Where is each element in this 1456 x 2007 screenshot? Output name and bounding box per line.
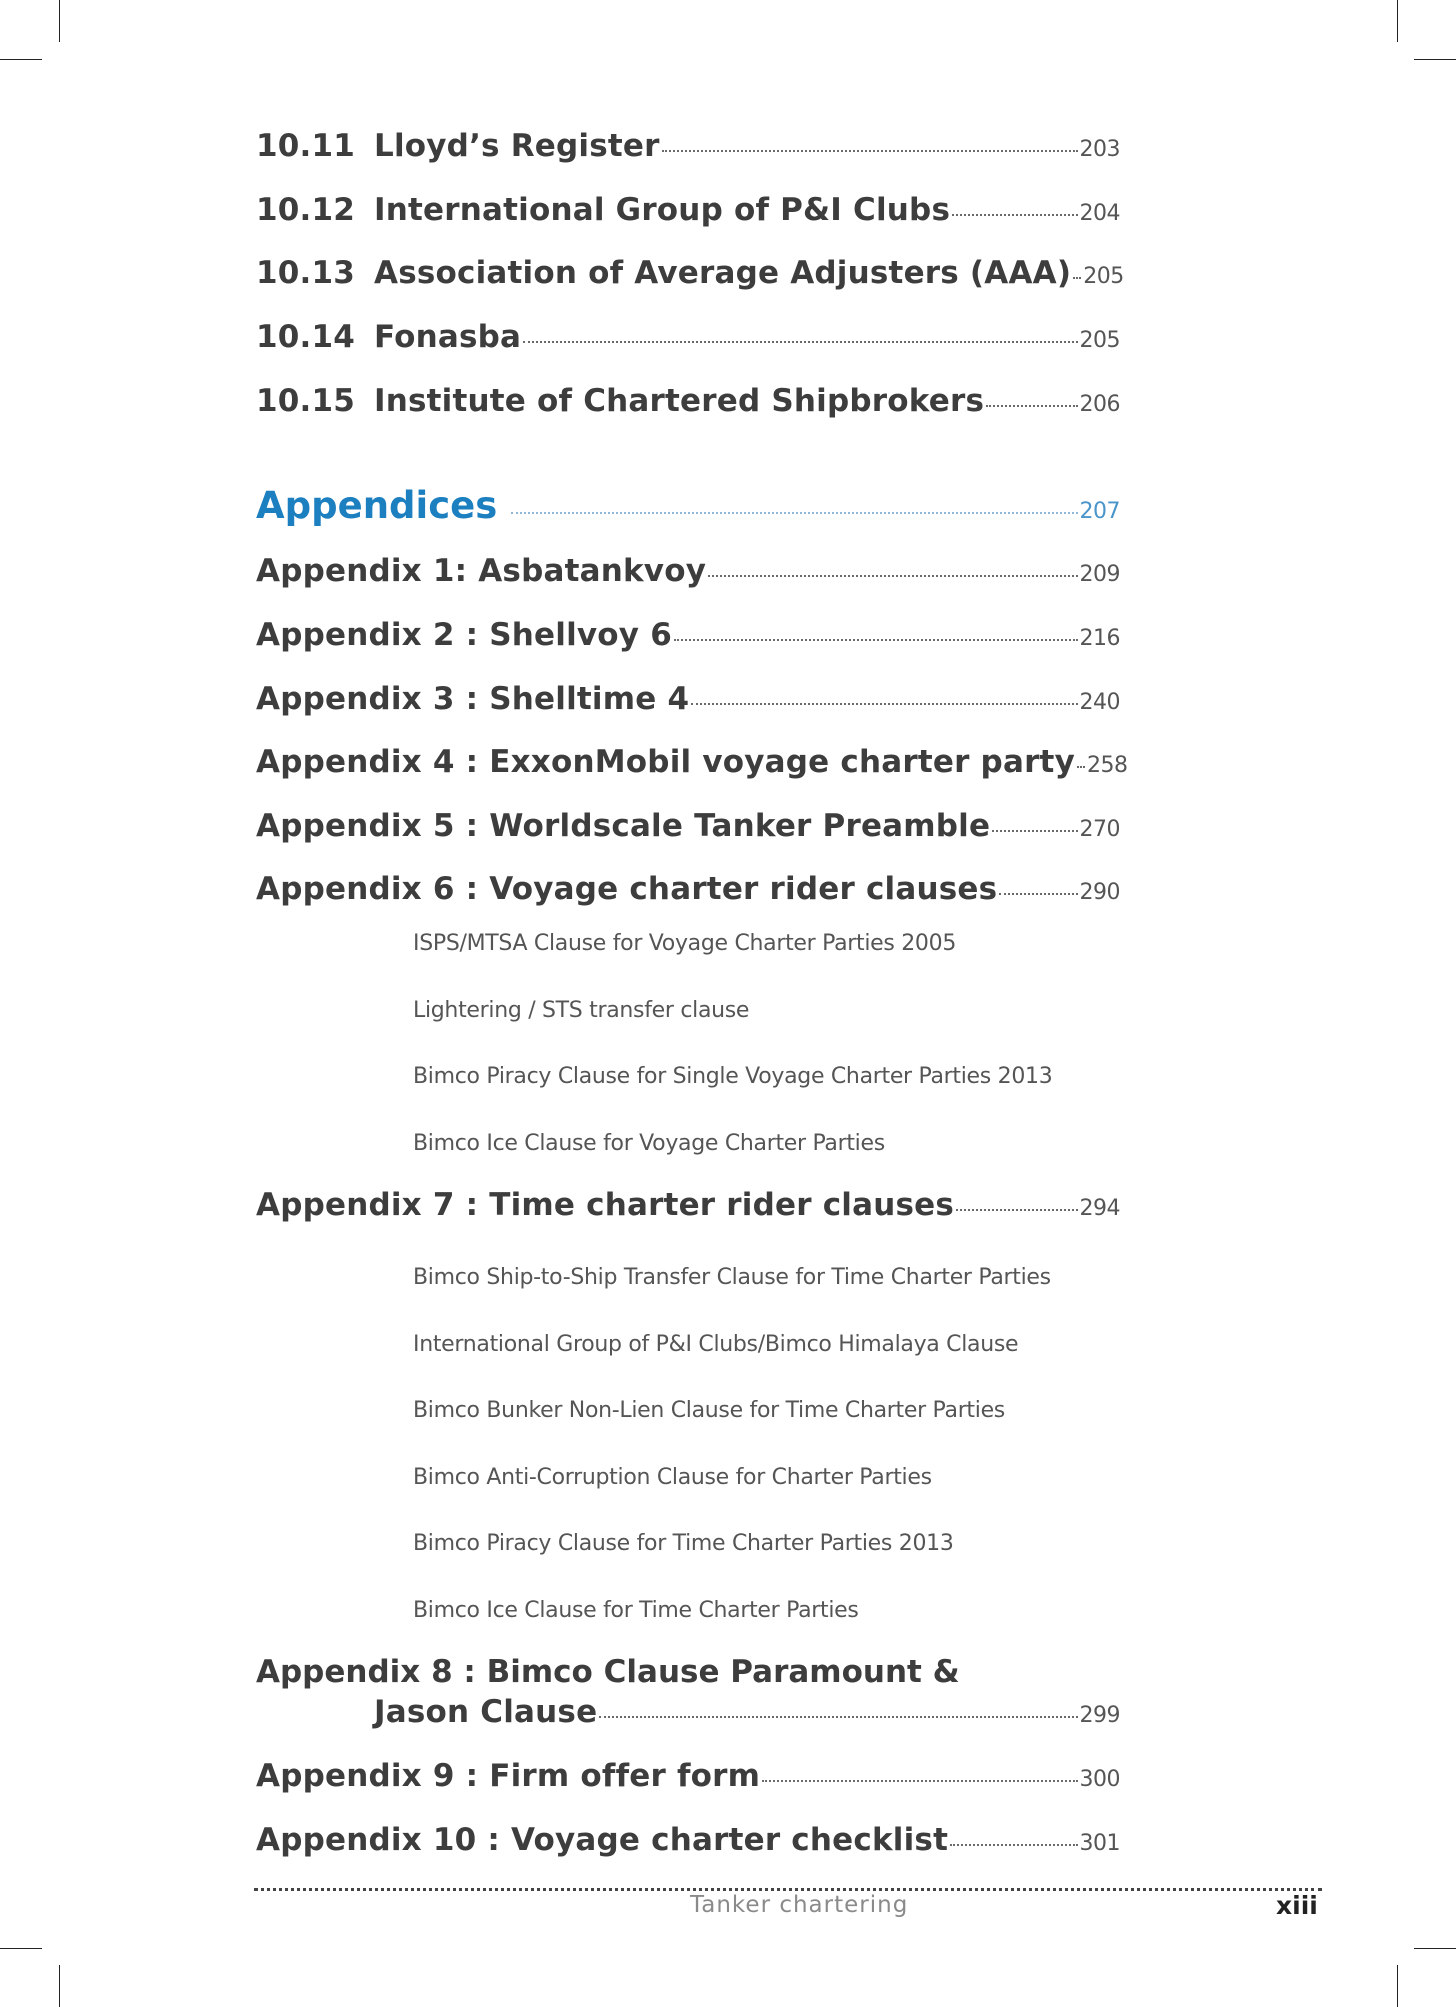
- toc-entry[interactable]: [256, 128, 1120, 164]
- entry-number: 10.11: [256, 128, 356, 164]
- footer-book-title: Tanker chartering: [690, 1892, 909, 1918]
- appendices-heading[interactable]: [256, 484, 1120, 527]
- crop-mark: [0, 1948, 42, 1949]
- appendix-page: 300: [1079, 1767, 1120, 1792]
- appendix-title: Appendix 7 : Time charter rider clauses: [256, 1187, 955, 1223]
- appendix-entry[interactable]: [256, 1822, 1120, 1858]
- sub-clause: Bimco Bunker Non-Lien Clause for Time Charter Parties: [413, 1398, 1005, 1423]
- sub-clause: ISPS/MTSA Clause for Voyage Charter Parties 2005: [413, 931, 957, 956]
- entry-title: International Group of P&I Clubs: [374, 192, 951, 228]
- dot-leader: [950, 1844, 1077, 1846]
- crop-mark: [1397, 0, 1398, 42]
- toc-entry[interactable]: [256, 192, 1120, 228]
- entry-page: 203: [1079, 137, 1120, 162]
- entry-title: Lloyd’s Register: [374, 128, 660, 164]
- toc-entry[interactable]: [256, 383, 1120, 419]
- appendix-entry[interactable]: [256, 553, 1120, 589]
- toc-entry[interactable]: [256, 255, 1124, 291]
- dot-leader: [662, 150, 1078, 152]
- sub-clause: Bimco Piracy Clause for Single Voyage Charter Parties 2013: [413, 1064, 1053, 1089]
- dot-leader: [956, 1209, 1077, 1211]
- dot-leader: [952, 214, 1077, 216]
- footer-rule: [254, 1888, 1322, 1891]
- entry-number: 10.12: [256, 192, 356, 228]
- appendix-title: Appendix 1: Asbatankvoy: [256, 553, 707, 589]
- dot-leader: [999, 893, 1077, 895]
- appendix-entry[interactable]: [256, 871, 1120, 907]
- appendix-page: 301: [1079, 1831, 1120, 1856]
- appendix-title: Appendix 6 : Voyage charter rider clauses: [256, 871, 998, 907]
- dot-leader: [599, 1716, 1077, 1718]
- entry-page: 206: [1079, 392, 1120, 417]
- appendix-page: 270: [1079, 817, 1120, 842]
- appendix-page: 294: [1079, 1196, 1120, 1221]
- dot-leader: [986, 405, 1077, 407]
- entry-title: Institute of Chartered Shipbrokers: [374, 383, 985, 419]
- section-title: Appendices: [256, 484, 498, 527]
- entry-page: 205: [1079, 328, 1120, 353]
- sub-clause: Bimco Piracy Clause for Time Charter Parties 2013: [413, 1531, 954, 1556]
- crop-mark: [0, 59, 42, 60]
- entry-number: 10.14: [256, 319, 356, 355]
- footer-page-number: xiii: [1276, 1891, 1318, 1920]
- dot-leader: [674, 639, 1078, 641]
- appendix-page: 258: [1086, 753, 1128, 778]
- appendix-page: 216: [1079, 626, 1120, 651]
- appendix-title-line2: Jason Clause: [374, 1694, 598, 1730]
- entry-number: 10.13: [256, 255, 356, 291]
- crop-mark: [59, 0, 60, 42]
- appendix-entry[interactable]: [256, 1694, 1120, 1730]
- appendix-title: Appendix 4 : ExxonMobil voyage charter party: [256, 744, 1075, 780]
- appendix-title: Appendix 3 : Shelltime 4: [256, 681, 690, 717]
- entry-title: Fonasba: [374, 319, 522, 355]
- appendix-entry[interactable]: [256, 1758, 1120, 1794]
- appendix-title: Appendix 9 : Firm offer form: [256, 1758, 761, 1794]
- appendix-title: Appendix 2 : Shellvoy 6: [256, 617, 672, 653]
- entry-page: 204: [1079, 201, 1120, 226]
- dot-leader: [992, 830, 1077, 832]
- appendix-page: 209: [1079, 562, 1120, 587]
- dot-leader: [762, 1780, 1077, 1782]
- appendix-entry[interactable]: [256, 681, 1120, 717]
- sub-clause: Bimco Ship-to-Ship Transfer Clause for Time Charter Parties: [413, 1265, 1051, 1290]
- entry-page: 205: [1083, 264, 1124, 289]
- appendix-title-line1[interactable]: Appendix 8 : Bimco Clause Paramount &: [256, 1654, 960, 1690]
- appendix-entry[interactable]: [256, 808, 1120, 844]
- dot-leader: [1077, 766, 1085, 768]
- toc-entry[interactable]: [256, 319, 1120, 355]
- sub-clause: Bimco Ice Clause for Voyage Charter Parties: [413, 1131, 885, 1156]
- appendix-page: 290: [1079, 880, 1120, 905]
- appendix-entry[interactable]: [256, 744, 1128, 780]
- crop-mark: [1397, 1965, 1398, 2007]
- dot-leader: [1073, 277, 1081, 279]
- crop-mark: [59, 1965, 60, 2007]
- appendix-page: 240: [1079, 690, 1120, 715]
- appendix-title: Appendix 5 : Worldscale Tanker Preamble: [256, 808, 991, 844]
- sub-clause: Lightering / STS transfer clause: [413, 998, 750, 1023]
- dot-leader: [691, 703, 1077, 705]
- sub-clause: International Group of P&I Clubs/Bimco Himalaya Clause: [413, 1332, 1019, 1357]
- dot-leader: [511, 512, 1077, 514]
- crop-mark: [1414, 1948, 1456, 1949]
- sub-clause: Bimco Ice Clause for Time Charter Parties: [413, 1598, 859, 1623]
- entry-number: 10.15: [256, 383, 356, 419]
- section-page: 207: [1079, 499, 1120, 524]
- sub-clause: Bimco Anti-Corruption Clause for Charter Parties: [413, 1465, 932, 1490]
- entry-title: Association of Average Adjusters (AAA): [374, 255, 1072, 291]
- dot-leader: [708, 575, 1077, 577]
- appendix-entry[interactable]: [256, 1187, 1120, 1223]
- dot-leader: [523, 341, 1077, 343]
- appendix-title: Appendix 10 : Voyage charter checklist: [256, 1822, 949, 1858]
- crop-mark: [1414, 59, 1456, 60]
- appendix-entry[interactable]: [256, 617, 1120, 653]
- appendix-page: 299: [1079, 1703, 1120, 1728]
